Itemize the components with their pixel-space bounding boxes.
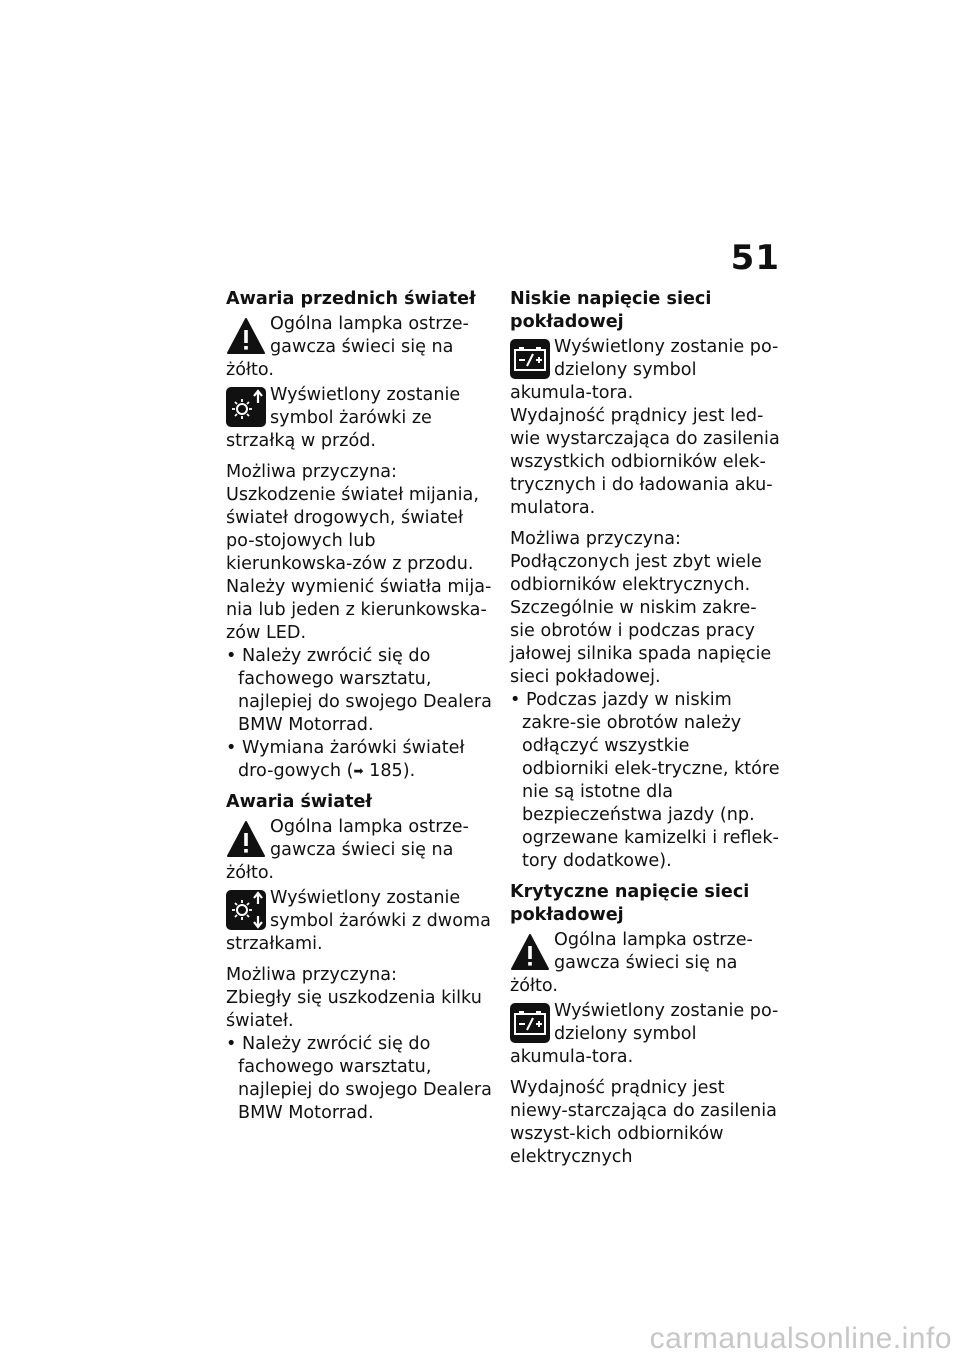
paragraph: Szczególnie w niskim zakre-sie obrotów i podczas pracy jałowej silnika spada napięcie sieci pokładowej.: [510, 598, 772, 687]
paragraph: Wyświetlony zostanie symbol żarówki ze strzałką w przód.: [226, 385, 461, 451]
list-item: • Należy zwrócić się do fachowego warsztatu, najlepiej do swojego Dealera BMW Motorrad.: [226, 645, 496, 737]
bulb-forward-arrow-icon: [226, 387, 266, 427]
list-item: • Podczas jazdy w niskim zakre-sie obrotów należy odłączyć wszystkie odbiorniki elek-tryczne, które nie są istotne dla bezpieczeństwa jazdy (np. ogrzewane kamizelki i reflek-tory dodatkowe).: [510, 689, 780, 873]
paragraph: Wydajność prądnicy jest led-wie wystarczająca do zasilenia wszystkich odbiorników elek-trycznych i do ładowania aku-mulatora.: [510, 406, 780, 518]
list-item: • Należy zwrócić się do fachowego warsztatu, najlepiej do swojego Dealera BMW Motorrad.: [226, 1033, 496, 1125]
right-column: [510, 288, 780, 1169]
bullet-list: [226, 645, 496, 783]
bullet-list: [510, 689, 780, 873]
page-number: 51: [730, 238, 780, 278]
heading-lights-failure: Awaria świateł: [226, 792, 372, 812]
paragraph: Wydajność prądnicy jest niewy-starczająca do zasilenia wszyst-kich odbiorników elektrycznych: [510, 1078, 777, 1167]
warning-triangle-icon: [226, 316, 266, 356]
list-item: • Wymiana żarówki świateł dro-gowych (➡ 185).: [226, 737, 496, 783]
left-column: [226, 288, 496, 1125]
paragraph: Wyświetlony zostanie symbol żarówki z dwoma strzałkami.: [226, 888, 491, 954]
heading-low-voltage: Niskie napięcie sieci pokładowej: [510, 289, 712, 332]
bullet-list: [226, 1033, 496, 1125]
battery-icon: [510, 1003, 550, 1043]
paragraph: Uszkodzenie świateł mijania, świateł drogowych, świateł po-stojowych lub kierunkowska-zów z przodu.: [226, 485, 479, 574]
bulb-two-arrows-icon: [226, 890, 266, 930]
paragraph: Wyświetlony zostanie po-dzielony symbol akumula-tora.: [510, 337, 779, 403]
paragraph: Należy wymienić światła mija-nia lub jeden z kierunkowska-zów LED.: [226, 577, 492, 643]
heading-front-lights-failure: Awaria przednich świateł: [226, 289, 476, 309]
paragraph: Możliwa przyczyna:: [510, 529, 681, 549]
heading-critical-voltage: Krytyczne napięcie sieci pokładowej: [510, 882, 750, 925]
warning-triangle-icon: [510, 932, 550, 972]
paragraph: Ogólna lampka ostrze-gawcza świeci się na żółto.: [510, 930, 753, 996]
warning-triangle-icon: [226, 819, 266, 859]
watermark: carmanualsonline.info: [649, 1322, 952, 1355]
paragraph: Możliwa przyczyna:: [226, 965, 397, 985]
paragraph: Wyświetlony zostanie po-dzielony symbol akumula-tora.: [510, 1001, 779, 1067]
paragraph: Możliwa przyczyna:: [226, 462, 397, 482]
page-reference-arrow-icon[interactable]: ➡: [353, 764, 364, 778]
paragraph: Ogólna lampka ostrze-gawcza świeci się na żółto.: [226, 314, 469, 380]
paragraph: Ogólna lampka ostrze-gawcza świeci się na żółto.: [226, 817, 469, 883]
paragraph: Podłączonych jest zbyt wiele odbiorników elektrycznych.: [510, 552, 762, 595]
paragraph: Zbiegły się uszkodzenia kilku świateł.: [226, 988, 482, 1031]
battery-icon: [510, 339, 550, 379]
